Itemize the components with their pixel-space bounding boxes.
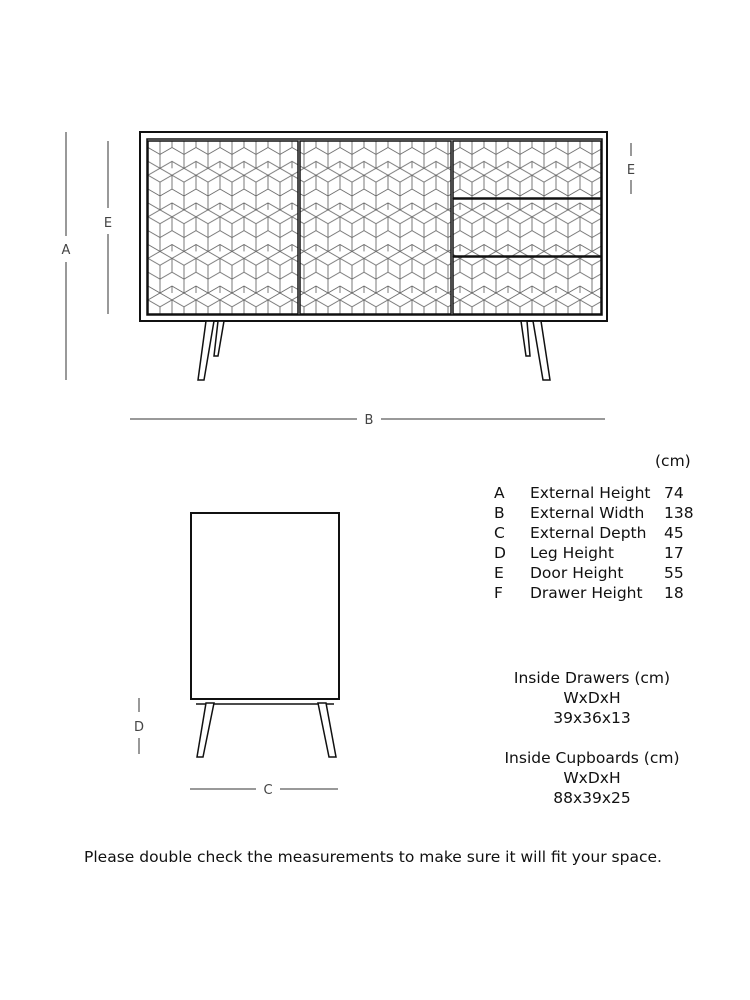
spec-name: Leg Height bbox=[530, 544, 614, 562]
front-view bbox=[62, 132, 636, 428]
spec-letter: B bbox=[494, 504, 505, 522]
inside-drawers-value: 39x36x13 bbox=[553, 709, 631, 727]
spec-letter: F bbox=[494, 584, 503, 602]
spec-name: Drawer Height bbox=[530, 584, 643, 602]
inside-cupboards-value: 88x39x25 bbox=[553, 789, 631, 807]
spec-name: External Width bbox=[530, 504, 645, 522]
side-view bbox=[134, 513, 339, 798]
inside-cupboards-title: Inside Cupboards (cm) bbox=[504, 749, 680, 767]
left-door bbox=[148, 141, 298, 314]
spec-value: 45 bbox=[664, 524, 684, 542]
leg-back-left bbox=[214, 321, 224, 356]
side-body bbox=[191, 513, 339, 699]
dim-label-a: A bbox=[61, 243, 71, 258]
dim-label-b: B bbox=[364, 413, 374, 428]
spec-name: External Height bbox=[530, 484, 651, 502]
leg-front-right bbox=[533, 321, 550, 380]
spec-letter: C bbox=[494, 524, 505, 542]
inside-cupboards-block bbox=[482, 748, 702, 808]
dim-label-d: D bbox=[133, 720, 145, 735]
spec-value: 74 bbox=[664, 484, 684, 502]
inside-drawers-title: Inside Drawers (cm) bbox=[513, 669, 671, 687]
spec-value: 138 bbox=[664, 504, 694, 522]
spec-value: 17 bbox=[664, 544, 684, 562]
middle-door bbox=[300, 141, 451, 314]
spec-name: External Depth bbox=[530, 524, 647, 542]
spec-value: 18 bbox=[664, 584, 684, 602]
inside-cupboards-format: WxDxH bbox=[563, 769, 621, 787]
bottom-drawer bbox=[453, 257, 601, 314]
dim-label-e-left: E bbox=[103, 216, 113, 231]
dim-label-c: C bbox=[263, 783, 273, 798]
front-legs bbox=[198, 321, 550, 380]
side-leg-left bbox=[197, 703, 214, 757]
spec-letter: E bbox=[494, 564, 504, 582]
leg-front-left bbox=[198, 321, 214, 380]
spec-table bbox=[494, 483, 704, 603]
dim-label-e-right: E bbox=[626, 163, 636, 178]
inside-drawers-format: WxDxH bbox=[563, 689, 621, 707]
side-leg-right bbox=[318, 703, 336, 757]
spec-row bbox=[494, 583, 704, 603]
leg-back-right bbox=[521, 321, 530, 356]
spec-letter: D bbox=[494, 544, 506, 562]
unit-header: (cm) bbox=[655, 452, 691, 470]
spec-row bbox=[494, 543, 704, 563]
spec-letter: A bbox=[494, 484, 505, 502]
footer-note: Please double check the measurements to make sure it will fit your space. bbox=[84, 848, 662, 866]
spec-row bbox=[494, 523, 704, 543]
middle-drawer bbox=[453, 199, 601, 256]
inside-drawers-block bbox=[482, 668, 702, 728]
spec-row bbox=[494, 563, 704, 583]
top-drawer bbox=[453, 141, 601, 198]
spec-row bbox=[494, 503, 704, 523]
side-legs bbox=[197, 703, 336, 757]
spec-row bbox=[494, 483, 704, 503]
spec-name: Door Height bbox=[530, 564, 624, 582]
spec-value: 55 bbox=[664, 564, 684, 582]
